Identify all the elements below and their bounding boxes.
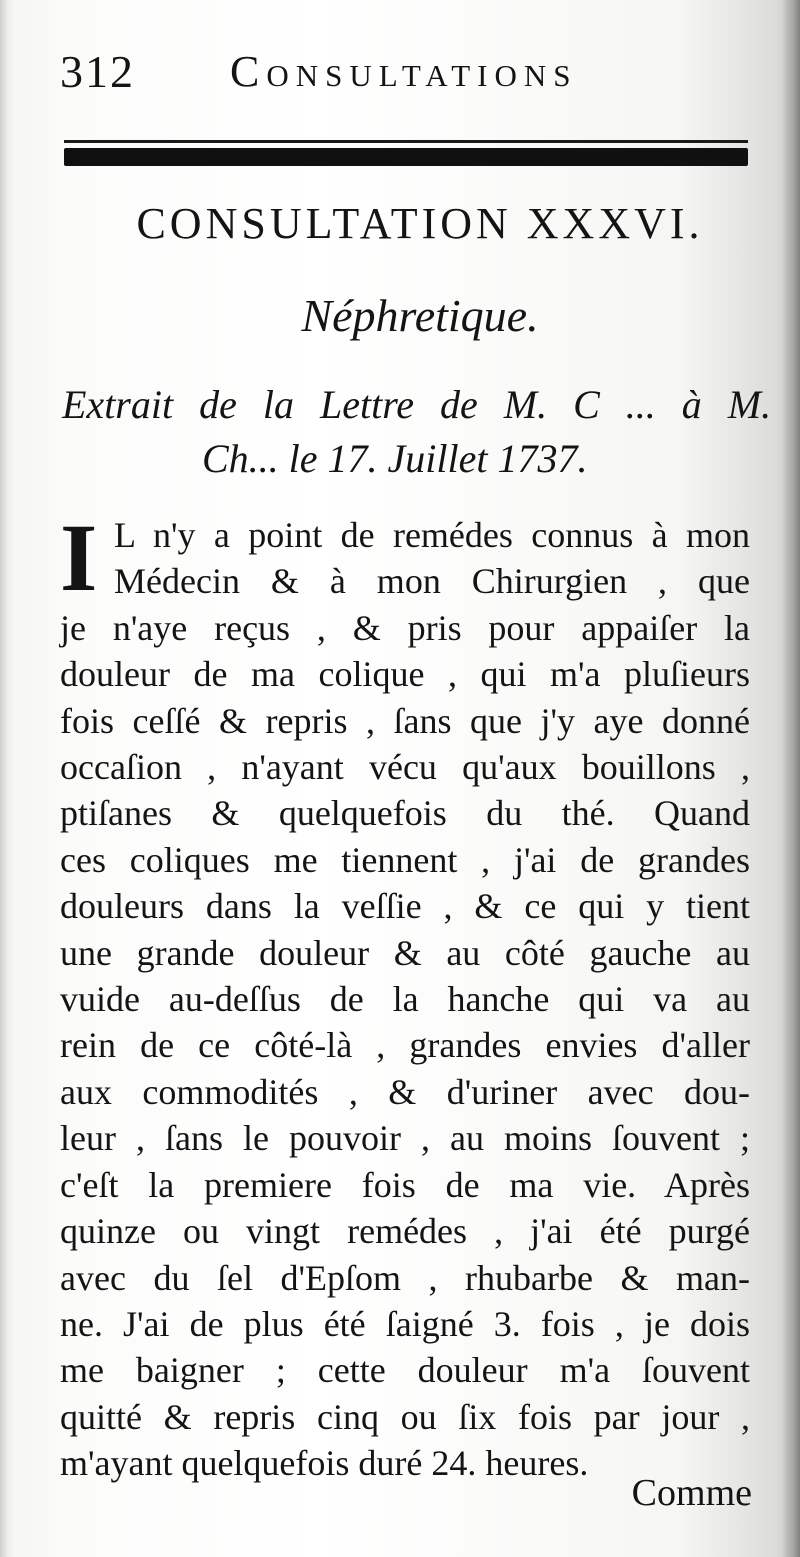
- body-line-19: me baigner ; cette douleur m'a ſouvent: [60, 1350, 750, 1391]
- body-line-13: aux commodités , & d'uriner avec dou-: [60, 1071, 750, 1112]
- body-line-5: fois ceſſé & repris , ſans que j'y aye donné: [60, 700, 750, 741]
- extract-line-2: Ch... le 17. Juillet 1737.: [202, 436, 588, 481]
- body-line-7: ptiſanes & quelquefois du thé. Quand: [60, 793, 750, 834]
- header-rule-thin: [64, 140, 748, 143]
- body-line-9: douleurs dans la veſſie , & ce qui y tient: [60, 886, 750, 927]
- body-line-12: rein de ce côté-là , grandes envies d'aller: [60, 1025, 750, 1066]
- body-text: [60, 504, 750, 1487]
- body-line-21: m'ayant quelquefois duré 24. heures.: [60, 1443, 589, 1484]
- consultation-heading: CONSULTATION XXXVI.: [136, 199, 704, 248]
- header-rule-thick: [64, 148, 748, 166]
- body-line-2: Médecin & à mon Chirurgien , que: [114, 561, 750, 602]
- body-line-16: quinze ou vingt remédes , j'ai été purgé: [60, 1211, 750, 1252]
- body-line-20: quitté & repris cinq ou ſix fois par jour ,: [60, 1396, 750, 1437]
- body-line-8: ces coliques me tiennent , j'ai de grandes: [60, 839, 750, 880]
- page-number: 312: [60, 46, 135, 97]
- body-line-3: je n'aye reçus , & pris pour appaiſer la: [60, 607, 750, 648]
- body-line-18: ne. J'ai de plus été ſaigné 3. fois , je dois: [60, 1303, 750, 1344]
- body-line-6: occaſion , n'ayant vécu qu'aux bouillons ,: [60, 747, 750, 788]
- body-line-4: douleur de ma colique , qui m'a pluſieurs: [60, 654, 750, 695]
- body-line-15: c'eſt la premiere fois de ma vie. Après: [60, 1164, 750, 1205]
- extract-line-1: Extrait de la Lettre de M. C ... à M.: [62, 382, 772, 427]
- body-line-10: une grande douleur & au côté gauche au: [60, 932, 750, 973]
- body-line-11: vuide au-deſſus de la hanche qui va au: [60, 979, 750, 1020]
- running-title: Consultations: [230, 47, 578, 96]
- header-rule: [64, 140, 748, 170]
- running-head: [60, 42, 750, 102]
- body-line-14: leur , ſans le pouvoir , au moins ſouvent ;: [60, 1118, 750, 1159]
- letter-extract-heading: [62, 378, 772, 486]
- body-line-17: avec du ſel d'Epſom , rhubarbe & man-: [60, 1257, 750, 1298]
- body-line-1: L n'y a point de remédes connus à mon: [114, 515, 750, 555]
- consultation-subtitle: Néphretique.: [301, 290, 539, 341]
- drop-cap: I: [60, 504, 98, 611]
- catchword: Comme: [631, 1472, 752, 1514]
- page-gutter-shadow: [0, 0, 14, 1557]
- page-edge-shadow: [782, 0, 800, 1557]
